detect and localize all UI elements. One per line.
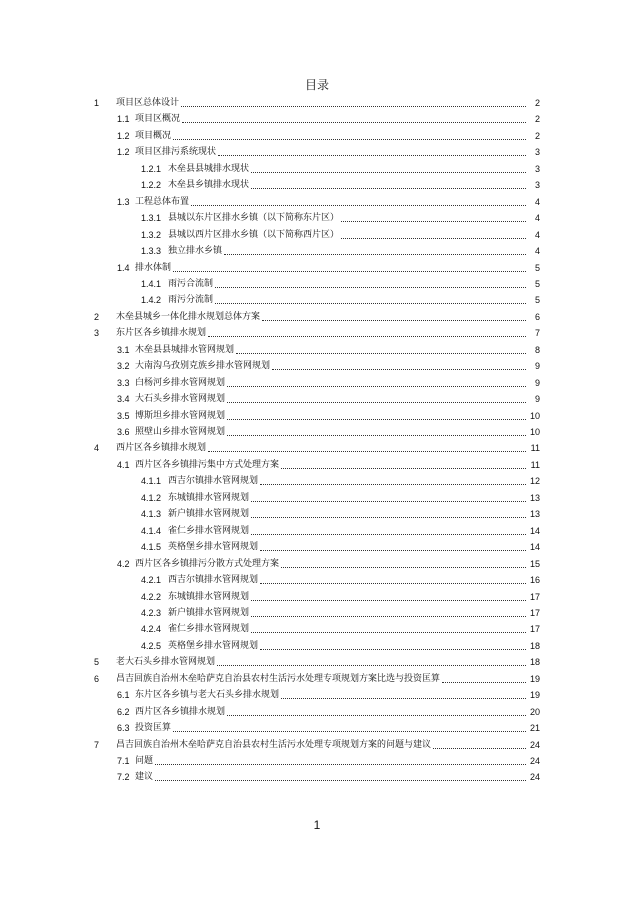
toc-entry-title: 西片区各乡镇排水规划 xyxy=(116,443,207,454)
toc-entry[interactable] xyxy=(0,655,634,669)
toc-entry-number: 4.2.5 xyxy=(141,640,162,651)
toc-entry-page: 24 xyxy=(529,739,540,750)
toc-entry-page: 4 xyxy=(534,196,540,207)
toc-entry-number: 5 xyxy=(94,657,100,668)
toc-entry-page: 4 xyxy=(534,229,540,240)
toc-entry-page: 6 xyxy=(534,311,540,322)
toc-entry[interactable] xyxy=(0,96,634,110)
toc-entry-title: 项目概况 xyxy=(135,130,172,141)
toc-leader-dots xyxy=(218,145,526,156)
toc-entry[interactable] xyxy=(0,244,634,258)
toc-entry-number: 1.3.3 xyxy=(141,246,162,257)
toc-entry[interactable] xyxy=(0,688,634,702)
toc-entry-number: 4.2.2 xyxy=(141,591,162,602)
toc-entry-title: 雨污合流制 xyxy=(168,278,214,289)
toc-entry-title: 雀仁乡排水管网规划 xyxy=(168,624,250,635)
toc-entry[interactable] xyxy=(0,228,634,242)
toc-entry-page: 14 xyxy=(529,542,540,553)
toc-entry-title: 项目区概况 xyxy=(135,114,181,125)
toc-entry[interactable] xyxy=(0,162,634,176)
toc-entry-page: 17 xyxy=(529,624,540,635)
toc-leader-dots xyxy=(208,326,526,337)
toc-leader-dots xyxy=(155,754,526,765)
toc-leader-dots xyxy=(260,474,526,485)
toc-entry-number: 4.1.2 xyxy=(141,492,162,503)
toc-entry-page: 4 xyxy=(534,246,540,257)
toc-entry-number: 4.1.1 xyxy=(141,476,162,487)
toc-entry-page: 3 xyxy=(534,180,540,191)
toc-entry-page: 24 xyxy=(529,756,540,766)
toc-entry-page: 10 xyxy=(529,427,540,437)
toc-entry[interactable] xyxy=(0,425,634,439)
toc-entry-number: 4.1 xyxy=(117,459,130,470)
toc-entry[interactable] xyxy=(0,606,634,620)
toc-entry-number: 1.3.2 xyxy=(141,229,162,240)
toc-entry-page: 5 xyxy=(534,262,540,273)
toc-entry-page: 21 xyxy=(529,723,540,734)
toc-leader-dots xyxy=(260,573,526,584)
toc-entry[interactable] xyxy=(0,195,634,209)
toc-leader-dots xyxy=(191,195,526,206)
toc-entry-page: 2 xyxy=(534,130,540,141)
toc-entry[interactable] xyxy=(0,639,634,653)
toc-entry[interactable] xyxy=(0,738,634,752)
toc-entry[interactable] xyxy=(0,441,634,455)
toc-leader-dots xyxy=(155,770,526,781)
toc-entry-title: 项目区排污系统现状 xyxy=(135,147,217,158)
toc-entry-page: 15 xyxy=(529,558,540,569)
toc-leader-dots xyxy=(208,441,526,452)
toc-leader-dots xyxy=(173,261,526,272)
toc-entry[interactable] xyxy=(0,310,634,324)
toc-entry-page: 18 xyxy=(529,657,540,668)
toc-leader-dots xyxy=(251,524,526,535)
toc-entry-title: 投资匡算 xyxy=(135,723,172,734)
toc-entry-number: 4.1.4 xyxy=(141,525,162,536)
toc-entry-number: 2 xyxy=(94,311,100,322)
toc-entry[interactable] xyxy=(0,540,634,554)
toc-entry-number: 4.1.3 xyxy=(141,509,162,520)
toc-entry-title: 雀仁乡排水管网规划 xyxy=(168,525,250,536)
toc-entry[interactable] xyxy=(0,491,634,505)
toc-entry[interactable] xyxy=(0,178,634,192)
toc-entry-number: 6.2 xyxy=(117,706,130,717)
toc-entry-title: 西片区各乡镇排水规划 xyxy=(135,706,226,717)
toc-entry-title: 工程总体布置 xyxy=(135,196,190,207)
toc-leader-dots xyxy=(227,376,526,387)
toc-entry-number: 1.3 xyxy=(117,196,130,207)
toc-entry[interactable] xyxy=(0,376,634,390)
toc-entry[interactable] xyxy=(0,590,634,604)
toc-entry-title: 东片区各乡镇排水规划 xyxy=(116,328,207,339)
toc-leader-dots xyxy=(251,590,526,601)
toc-entry-page: 19 xyxy=(529,673,540,684)
toc-leader-dots xyxy=(215,293,526,304)
toc-entry-title: 西片区各乡镇排污分散方式处理方案 xyxy=(135,558,280,569)
toc-entry-page: 17 xyxy=(529,591,540,602)
toc-entry-title: 照壁山乡排水管网规划 xyxy=(135,427,226,437)
toc-entry-number: 7 xyxy=(94,739,100,750)
toc-entry-page: 10 xyxy=(529,410,540,421)
toc-entry-page: 9 xyxy=(534,361,540,372)
toc-entry-title: 西片区各乡镇排污集中方式处理方案 xyxy=(135,459,280,470)
toc-entry-number: 1.4.1 xyxy=(141,278,162,289)
toc-entry-title: 大石头乡排水管网规划 xyxy=(135,394,226,405)
toc-leader-dots xyxy=(217,655,526,666)
toc-entry[interactable] xyxy=(0,261,634,275)
toc-entry-number: 7.2 xyxy=(117,772,130,783)
toc-entry-number: 1.1 xyxy=(117,114,130,125)
toc-entry-number: 4.2.4 xyxy=(141,624,162,635)
toc-entry-page: 12 xyxy=(529,476,540,487)
toc-title: 目录 xyxy=(304,78,329,92)
toc-leader-dots xyxy=(181,96,526,107)
toc-entry-number: 3.5 xyxy=(117,410,130,421)
toc-entry[interactable] xyxy=(0,392,634,406)
toc-entry-page: 3 xyxy=(534,147,540,158)
toc-entry-title: 东片区各乡镇与老大石头乡排水规划 xyxy=(135,690,280,701)
toc-entry[interactable] xyxy=(0,129,634,143)
toc-entry-title: 建议 xyxy=(135,772,154,783)
toc-entry-number: 4.1.5 xyxy=(141,542,162,553)
toc-entry[interactable] xyxy=(0,458,634,472)
toc-entry[interactable] xyxy=(0,721,634,735)
toc-leader-dots xyxy=(251,162,526,173)
toc-entry-number: 1.2.2 xyxy=(141,180,162,191)
toc-entry-title: 木垒县城乡一体化排水规划总体方案 xyxy=(116,311,261,322)
toc-entry[interactable] xyxy=(0,409,634,423)
toc-entry-title: 东城镇排水管网规划 xyxy=(168,492,250,503)
toc-entry[interactable] xyxy=(0,524,634,538)
toc-entry-page: 19 xyxy=(529,690,540,701)
toc-entry-page: 17 xyxy=(529,607,540,618)
toc-entry-title: 雨污分流制 xyxy=(168,295,214,306)
toc-entry-page: 11 xyxy=(530,443,540,454)
toc-entry-title: 西吉尔镇排水管网规划 xyxy=(168,575,259,586)
toc-leader-dots xyxy=(281,557,526,568)
toc-entry-title: 英格堡乡排水管网规划 xyxy=(168,640,259,651)
toc-entry-number: 3.1 xyxy=(117,344,130,355)
toc-entry-page: 16 xyxy=(529,575,540,586)
toc-entry-number: 1.3.1 xyxy=(141,213,162,224)
toc-entry[interactable] xyxy=(0,557,634,571)
toc-entry-page: 9 xyxy=(534,377,540,388)
toc-entry-title: 老大石头乡排水管网规划 xyxy=(116,657,216,668)
toc-leader-dots xyxy=(215,277,526,288)
toc-entry-page: 7 xyxy=(534,328,540,339)
toc-leader-dots xyxy=(260,540,526,551)
toc-entry[interactable] xyxy=(0,293,634,307)
toc-entry-page: 4 xyxy=(534,213,540,224)
toc-entry-page: 11 xyxy=(530,459,540,470)
toc-entry-page: 13 xyxy=(529,492,540,503)
toc-entry[interactable] xyxy=(0,754,634,768)
toc-entry-title: 西吉尔镇排水管网规划 xyxy=(168,476,259,487)
toc-entry-page: 5 xyxy=(534,278,540,289)
toc-entry-title: 昌吉回族自治州木垒哈萨克自治县农村生活污水处理专项规划方案的问题与建议 xyxy=(116,739,432,750)
toc-entry-number: 1.2 xyxy=(117,130,130,141)
toc-entry-page: 14 xyxy=(529,525,540,536)
toc-entry-title: 木垒县县城排水管网规划 xyxy=(135,344,235,355)
toc-entry-number: 6.3 xyxy=(117,723,130,734)
toc-entry-title: 县城以西片区排水乡镇（以下简称西片区） xyxy=(168,229,340,240)
toc-entry[interactable] xyxy=(0,326,634,340)
toc-entry[interactable] xyxy=(0,359,634,373)
toc-entry-number: 3 xyxy=(94,328,100,339)
toc-leader-dots xyxy=(227,705,526,716)
toc-entry[interactable] xyxy=(0,705,634,719)
toc-entry[interactable] xyxy=(0,622,634,636)
toc-entry-number: 3.6 xyxy=(117,427,130,437)
toc-entry-number: 4.2.3 xyxy=(141,607,162,618)
toc-entry-page: 13 xyxy=(529,509,540,520)
toc-entry-number: 1.2.1 xyxy=(141,163,162,174)
toc-entry-title: 排水体制 xyxy=(135,262,172,273)
toc-leader-dots xyxy=(281,688,526,699)
toc-leader-dots xyxy=(442,672,526,683)
toc-entry-title: 县城以东片区排水乡镇（以下简称东片区） xyxy=(168,213,340,224)
toc-leader-dots xyxy=(341,228,526,239)
toc-entry[interactable] xyxy=(0,145,634,159)
toc-entry-number: 3.4 xyxy=(117,394,130,405)
toc-leader-dots xyxy=(281,458,526,469)
toc-entry-page: 3 xyxy=(534,163,540,174)
toc-leader-dots xyxy=(251,491,526,502)
toc-leader-dots xyxy=(227,425,526,436)
toc-leader-dots xyxy=(260,639,526,650)
toc-entry-number: 1 xyxy=(94,98,100,108)
toc-leader-dots xyxy=(341,211,526,222)
toc-entry-page: 2 xyxy=(534,98,540,108)
toc-leader-dots xyxy=(251,178,526,189)
toc-entry-title: 东城镇排水管网规划 xyxy=(168,591,250,602)
toc-leader-dots xyxy=(433,738,526,749)
toc-entry-number: 3.2 xyxy=(117,361,130,372)
toc-entry-page: 8 xyxy=(534,344,540,355)
toc-entry-page: 5 xyxy=(534,295,540,306)
toc-entry-number: 4.2.1 xyxy=(141,575,162,586)
toc-leader-dots xyxy=(224,244,526,255)
toc-entry[interactable] xyxy=(0,277,634,291)
toc-entry-number: 6 xyxy=(94,673,100,684)
toc-entry-title: 新户镇排水管网规划 xyxy=(168,509,250,520)
page-number: 1 xyxy=(313,818,321,832)
toc-entry-number: 4.2 xyxy=(117,558,130,569)
toc-leader-dots xyxy=(227,409,526,420)
toc-entry-number: 4 xyxy=(94,443,100,454)
toc-entry-page: 2 xyxy=(534,114,540,125)
toc-entry[interactable] xyxy=(0,770,634,784)
toc-entry[interactable] xyxy=(0,507,634,521)
toc-entry-number: 3.3 xyxy=(117,377,130,388)
toc-leader-dots xyxy=(251,606,526,617)
toc-leader-dots xyxy=(262,310,526,321)
toc-leader-dots xyxy=(251,507,526,518)
toc-leader-dots xyxy=(173,721,526,732)
toc-entry-number: 1.2 xyxy=(117,147,130,158)
toc-entry-number: 6.1 xyxy=(117,690,130,701)
toc-entry[interactable] xyxy=(0,672,634,686)
toc-entry-title: 博斯坦乡排水管网规划 xyxy=(135,410,226,421)
toc-entry-title: 独立排水乡镇 xyxy=(168,246,223,257)
toc-entry-number: 1.4.2 xyxy=(141,295,162,306)
toc-leader-dots xyxy=(227,392,526,403)
toc-entry-title: 白杨河乡排水管网规划 xyxy=(135,377,226,388)
toc-entry[interactable] xyxy=(0,573,634,587)
toc-entry[interactable] xyxy=(0,112,634,126)
toc-entry-page: 18 xyxy=(529,640,540,651)
toc-entry-number: 1.4 xyxy=(117,262,130,273)
toc-leader-dots xyxy=(272,359,526,370)
toc-entry[interactable] xyxy=(0,343,634,357)
toc-entry-title: 大南沟乌孜别克族乡排水管网规划 xyxy=(135,361,271,372)
toc-entry-title: 项目区总体设计 xyxy=(116,98,180,108)
toc-leader-dots xyxy=(236,343,526,354)
toc-entry[interactable] xyxy=(0,474,634,488)
toc-entry-page: 24 xyxy=(529,772,540,783)
toc-entry-title: 木垒县乡镇排水现状 xyxy=(168,180,250,191)
toc-entry-title: 问题 xyxy=(135,756,154,766)
toc-entry-title: 新户镇排水管网规划 xyxy=(168,607,250,618)
toc-entry-page: 9 xyxy=(534,394,540,405)
toc-leader-dots xyxy=(173,129,526,140)
toc-entry-number: 7.1 xyxy=(117,756,130,766)
toc-entry-title: 英格堡乡排水管网规划 xyxy=(168,542,259,553)
toc-entry[interactable] xyxy=(0,211,634,225)
toc-entry-title: 昌吉回族自治州木垒哈萨克自治县农村生活污水处理专项规划方案比选与投资匡算 xyxy=(116,673,441,684)
toc-leader-dots xyxy=(182,112,526,123)
toc-entry-page: 20 xyxy=(529,706,540,717)
toc-entry-title: 木垒县县城排水现状 xyxy=(168,163,250,174)
toc-leader-dots xyxy=(251,622,526,633)
